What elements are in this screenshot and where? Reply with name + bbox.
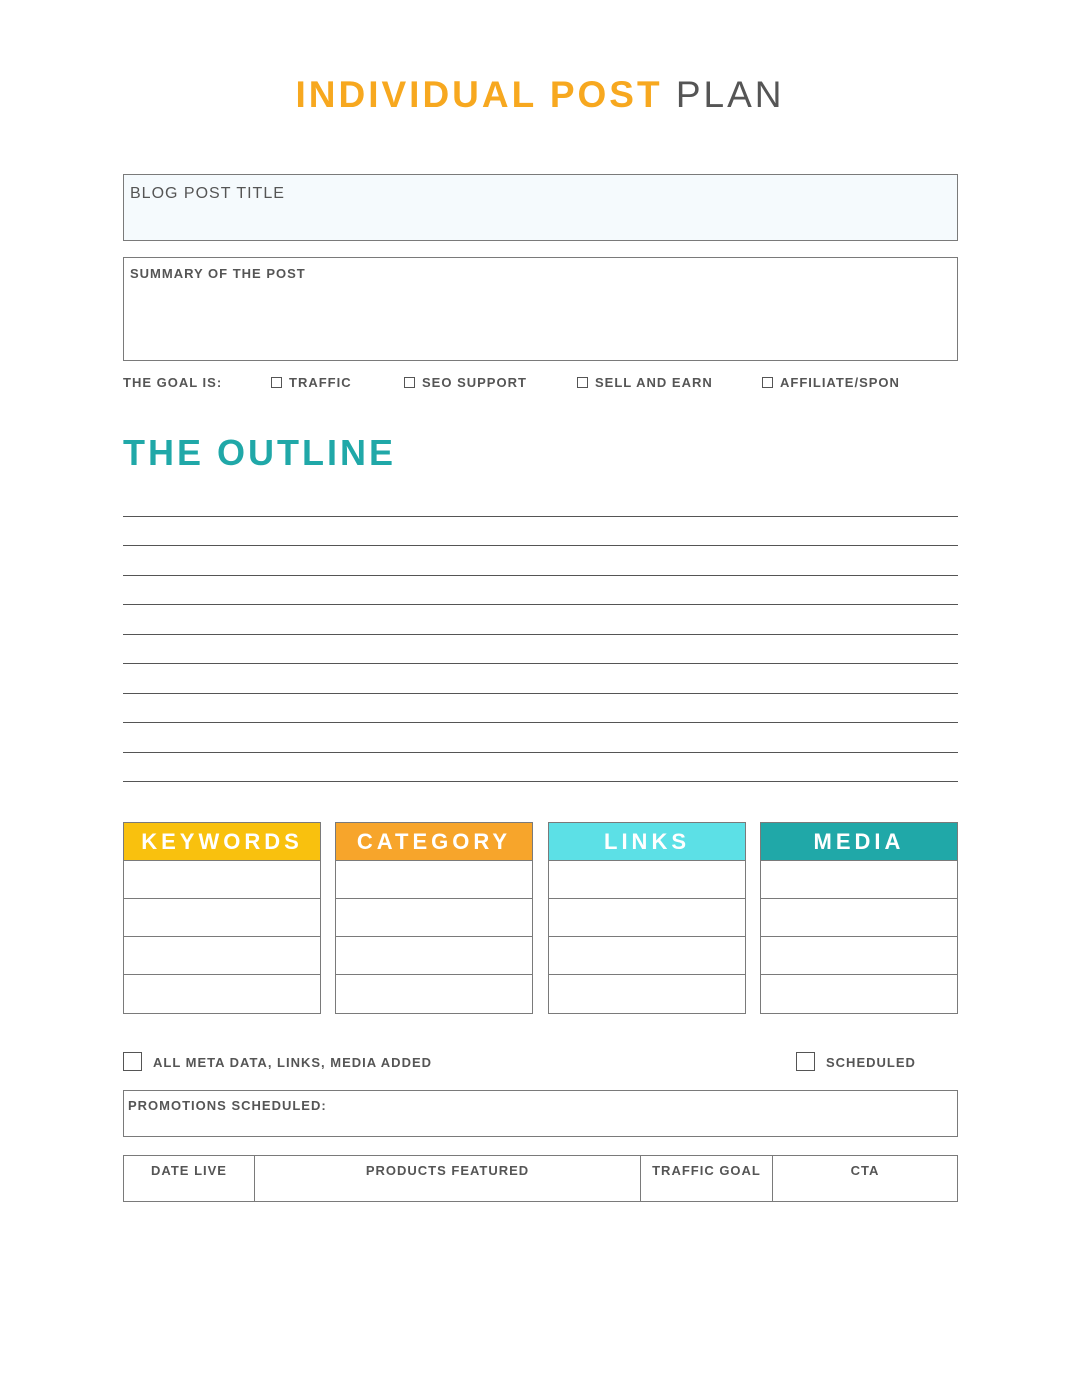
outline-line[interactable]	[123, 604, 958, 605]
keywords-cell[interactable]	[124, 937, 320, 975]
outline-heading: THE OUTLINE	[123, 432, 396, 473]
media-cell[interactable]	[761, 861, 957, 899]
promotions-field[interactable]	[123, 1090, 958, 1137]
checkbox-icon[interactable]	[577, 377, 588, 388]
links-cell[interactable]	[549, 975, 745, 1013]
category-cell[interactable]	[336, 899, 532, 937]
promotions-label: PROMOTIONS SCHEDULED:	[128, 1098, 327, 1113]
page-title	[0, 74, 1080, 116]
links-cell[interactable]	[549, 899, 745, 937]
keywords-column	[123, 822, 321, 1014]
media-header: MEDIA	[761, 823, 957, 861]
goal-option-label: TRAFFIC	[289, 375, 352, 390]
traffic-goal-cell[interactable]: TRAFFIC GOAL	[641, 1156, 773, 1201]
outline-line[interactable]	[123, 663, 958, 664]
category-column	[335, 822, 533, 1014]
outline-line[interactable]	[123, 575, 958, 576]
media-column	[760, 822, 958, 1014]
checkbox-icon[interactable]	[762, 377, 773, 388]
category-cell[interactable]	[336, 861, 532, 899]
checkbox-icon[interactable]	[404, 377, 415, 388]
media-cell[interactable]	[761, 975, 957, 1013]
media-cell[interactable]	[761, 899, 957, 937]
meta-added-label: ALL META DATA, LINKS, MEDIA ADDED	[153, 1055, 433, 1070]
outline-line[interactable]	[123, 634, 958, 635]
meta-added-checkbox[interactable]	[123, 1052, 142, 1071]
goal-option-traffic[interactable]	[271, 375, 352, 390]
summary-label: SUMMARY OF THE POST	[130, 266, 306, 281]
scheduled-checkbox[interactable]	[796, 1052, 815, 1071]
category-cell[interactable]	[336, 937, 532, 975]
blog-post-title-label: BLOG POST TITLE	[130, 185, 285, 202]
post-details-table	[123, 1155, 958, 1202]
category-header: CATEGORY	[336, 823, 532, 861]
links-cell[interactable]	[549, 861, 745, 899]
outline-line[interactable]	[123, 752, 958, 753]
keywords-cell[interactable]	[124, 975, 320, 1013]
category-cell[interactable]	[336, 975, 532, 1013]
outline-line[interactable]	[123, 781, 958, 782]
products-featured-cell[interactable]: PRODUCTS FEATURED	[255, 1156, 641, 1201]
keywords-cell[interactable]	[124, 899, 320, 937]
goal-option-affiliate[interactable]	[762, 375, 900, 390]
keywords-header: KEYWORDS	[124, 823, 320, 861]
goal-option-label: AFFILIATE/SPON	[780, 375, 900, 390]
goal-option-seo-support[interactable]	[404, 375, 527, 390]
page-title-highlight: INDIVIDUAL POST	[295, 74, 663, 115]
keywords-cell[interactable]	[124, 861, 320, 899]
page-title-rest: PLAN	[675, 74, 785, 115]
summary-field[interactable]	[123, 257, 958, 361]
links-cell[interactable]	[549, 937, 745, 975]
goal-label: THE GOAL IS:	[123, 375, 223, 390]
checkbox-icon[interactable]	[271, 377, 282, 388]
blog-post-title-field[interactable]	[123, 174, 958, 241]
goal-option-label: SELL AND EARN	[595, 375, 713, 390]
date-live-cell[interactable]: DATE LIVE	[124, 1156, 255, 1201]
links-column	[548, 822, 746, 1014]
goal-option-sell-and-earn[interactable]	[577, 375, 713, 390]
outline-line[interactable]	[123, 693, 958, 694]
outline-line[interactable]	[123, 516, 958, 517]
cta-cell[interactable]: CTA	[850, 1163, 880, 1178]
links-header: LINKS	[549, 823, 745, 861]
scheduled-label: SCHEDULED	[826, 1055, 916, 1070]
goal-option-label: SEO SUPPORT	[422, 375, 527, 390]
media-cell[interactable]	[761, 937, 957, 975]
outline-line[interactable]	[123, 722, 958, 723]
outline-line[interactable]	[123, 545, 958, 546]
